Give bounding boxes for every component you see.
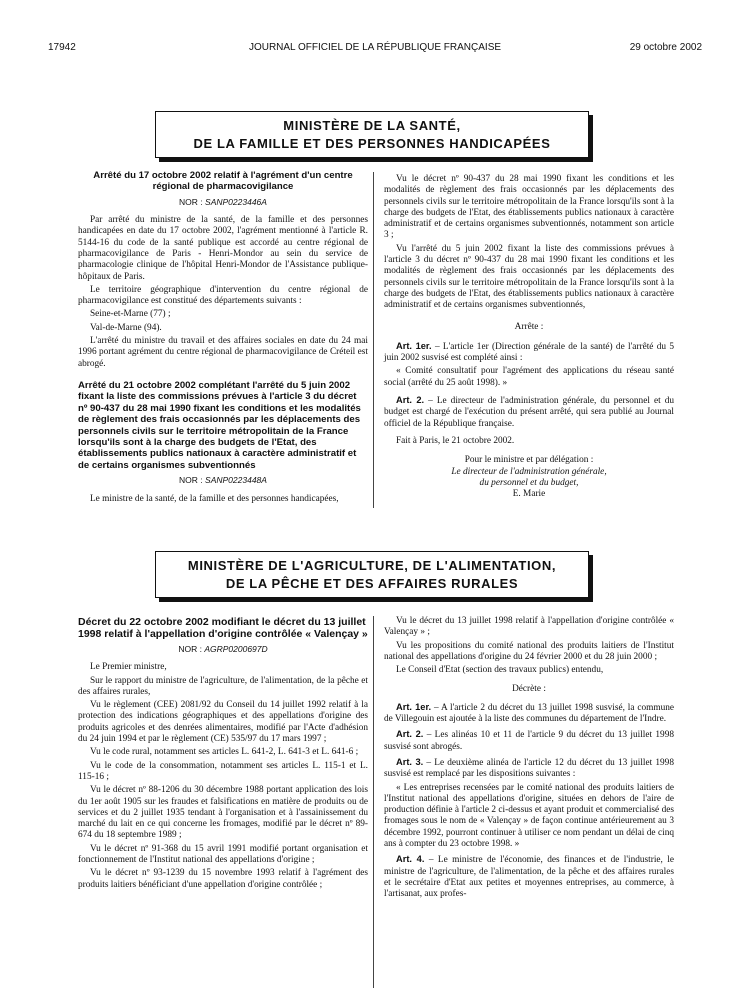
signature-line [384, 478, 674, 489]
paragraph: « Les entreprises recensées par le comité national des produits laitiers de l'Institut national des appellations d'origine, situées en dehors de l'aire de production définie à l'article 2 ci-dessus et ayant produit et commercialisé des fromages sous le nom de « Valençay » de façon continue antérieurement au 3 décembre 1992, pourront continuer à utiliser ce nom pendant un délai de cinq ans à compter du 23 octobre 1998. » [384, 782, 674, 850]
right-column-bottom [384, 616, 674, 903]
article-text: – Le directeur de l'administration générale, du personnel et du budget est chargé de l'exécution du présent arrêté, qui sera publié au Journal officiel de la République française. [384, 396, 674, 429]
article-title: Arrêté du 17 octobre 2002 relatif à l'agrément d'un centre régional de pharmacovigilance [93, 170, 353, 193]
signature-name: E. Marie [512, 489, 546, 500]
nor-reference [78, 197, 368, 208]
right-column-top [384, 174, 674, 500]
paragraph: « Comité consultatif pour l'agrément des applications du réseau santé social (arrêté du 25 août 1998). » [384, 366, 674, 388]
paragraph: L'arrêté du ministre du travail et des affaires sociales en date du 24 mai 1996 portant agrément du centre régional de pharmacovigilance de Créteil est abrogé. [78, 336, 368, 369]
nor-label: NOR : [179, 196, 203, 207]
column-divider [373, 616, 374, 988]
article-text: – A l'article 2 du décret du 13 juillet 1998 susvisé, la commune de Villegouin est ajoutée à la liste des communes du département de l'Indre. [384, 702, 674, 725]
paragraph: Vu le décret nº 90-437 du 28 mai 1990 fixant les conditions et les modalités de règlement des frais occasionnés par les déplacements des personnels civils sur le territoire métropolitain de la France lorsqu'ils sont à la charge des budgets de l'Etat, des établissements publics nationaux à caractère administratif et de certains organismes subventionnés, notamment son article 3 ; [384, 174, 674, 241]
paragraph: Le territoire géographique d'intervention du centre régional de pharmacovigilance est constitué des départements suivants : [78, 284, 368, 307]
article-label: Art. 3. [396, 756, 424, 767]
article-text: – Le deuxième alinéa de l'article 12 du décret du 13 juillet 1998 susvisé est remplacé par les dispositions suivantes : [384, 757, 674, 780]
paragraph: Vu l'arrêté du 5 juin 2002 fixant la liste des commissions prévues à l'article 3 du décret nº 90-437 du 28 mai 1990 fixant les conditions et les modalités de règlement des frais occasionnés par les déplacements des personnels civils sur le territoire métropolitain de la France lorsqu'ils sont à la charge des budgets de l'Etat, des établissements publics nationaux à caractère administratif et de certains organismes subventionnés, [384, 243, 674, 311]
paragraph: Vu le décret du 13 juillet 1998 relatif à l'appellation d'origine contrôlée « Valençay » ; [384, 616, 674, 638]
article-text: – L'article 1er (Direction générale de la santé) de l'arrêté du 5 juin 2002 susvisé est complété ainsi : [384, 341, 675, 364]
arrete-label: Arrête : [514, 321, 544, 332]
ministry-agriculture-box [155, 551, 589, 598]
nor-code: SANP0223446A [205, 196, 267, 207]
ministry-health-line1: MINISTÈRE DE LA SANTÉ, [283, 118, 461, 133]
article-3 [384, 757, 674, 781]
nor-code: AGRP0200697D [204, 644, 268, 654]
signature-line: Pour le ministre et par délégation : [464, 455, 594, 466]
paragraph: Le Conseil d'Etat (section des travaux publics) entendu, [396, 665, 604, 676]
paragraph: Vu le décret nº 93-1239 du 15 novembre 1993 relatif à l'agrément des produits laitiers bénéficiant d'une appellation d'origine contrôlée ; [78, 868, 368, 890]
paragraph: Par arrêté du ministre de la santé, de la famille et des personnes handicapées en date du 17 octobre 2002, l'agrément mentionné à l'article R. 5144-16 du code de la santé publique est accordé au centre régional de pharmacovigilance de Paris - Henri-Mondor au sein du service de pharmacologie clinique de l'hôpital Henri-Mondor de l'Assistance publique-hôpitaux de Paris. [78, 215, 368, 282]
page-number: 17942 [48, 42, 76, 53]
article-title: Arrêté du 21 octobre 2002 complétant l'arrêté du 5 juin 2002 fixant la liste des commissions prévues à l'article 3 du décret nº 90-437 du 28 mai 1990 fixant les conditions et les modalités de règlement des frais occasionnés par les déplacements des personnels civils sur le territoire métropolitain de la France lorsqu'ils sont à la charge des budgets de l'Etat, des établissements publics nationaux à caractère administratif et de certains organismes subventionnés [78, 379, 361, 471]
ministry-agriculture-line1: MINISTÈRE DE L'AGRICULTURE, DE L'ALIMENTATION, [187, 558, 557, 573]
signature-title: du personnel et du budget, [479, 477, 579, 488]
article-1 [384, 702, 674, 726]
signature-title: Le directeur de l'administration générale, [451, 466, 607, 477]
decrete-label: Décrète : [512, 684, 546, 695]
paragraph: Vu le décret nº 88-1206 du 30 décembre 1988 portant application des lois du 1er août 1905 sur les fraudes et falsifications en matière de produits ou de services et du 2 juillet 1935 tendant à l'organisation et à l'assainissement du marché du lait en ce qui concerne les fromages, modifié par le décret nº 89-674 du 18 septembre 1989 ; [78, 785, 368, 841]
signature-date: Fait à Paris, le 21 octobre 2002. [396, 435, 515, 446]
nor-label: NOR : [179, 475, 203, 486]
paragraph: Le ministre de la santé, de la famille et des personnes handicapées, [90, 493, 339, 504]
nor-reference [78, 475, 368, 486]
ministry-health-box [155, 111, 589, 158]
article-4 [384, 854, 674, 900]
paragraph: Sur le rapport du ministre de l'agriculture, de l'alimentation, de la pêche et des affaires rurales, [78, 675, 368, 697]
left-column-bottom [78, 616, 368, 893]
article-2 [384, 395, 674, 430]
article-2 [384, 729, 674, 753]
nor-code: SANP0223448A [205, 475, 267, 486]
paragraph: Vu le code de la consommation, notamment ses articles L. 115-1 et L. 115-16 ; [78, 760, 368, 782]
paragraph: Le Premier ministre, [90, 662, 167, 673]
journal-title: JOURNAL OFFICIEL DE LA RÉPUBLIQUE FRANÇAISE [248, 42, 502, 53]
nor-label: NOR : [178, 644, 202, 654]
signature-line [384, 467, 674, 478]
publication-date: 29 octobre 2002 [629, 42, 702, 53]
article-1 [384, 341, 674, 365]
paragraph: Vu le code rural, notamment ses articles L. 641-2, L. 641-3 et L. 641-6 ; [90, 747, 359, 758]
article-label: Art. 1er. [396, 340, 432, 351]
paragraph: Vu le règlement (CEE) 2081/92 du Conseil du 14 juillet 1992 relatif à la protection des indications géographiques et des appellations d'origine des produits agricoles et des denrées alimentaires, modifié par l'Acte d'adhésion du 24 juin 1994 et par le règlement (CE) 535/97 du 17 mars 1997 ; [78, 700, 368, 745]
article-text: – Le ministre de l'économie, des finances et de l'industrie, le ministre de l'agriculture, de l'alimentation, de la pêche et des affaires rurales et le secrétaire d'Etat aux petites et moyennes entreprises, au commerce, à l'artisanat, aux profes- [384, 855, 674, 900]
article-label: Art. 1er. [396, 701, 432, 712]
paragraph: Val-de-Marne (94). [90, 322, 162, 333]
decree-title: Décret du 22 octobre 2002 modifiant le décret du 13 juillet 1998 relatif à l'appellation d'origine contrôlée « Valençay » [78, 616, 368, 640]
page-header [48, 42, 702, 56]
article-label: Art. 4. [396, 854, 425, 865]
nor-reference [78, 644, 368, 655]
left-column-top [78, 170, 368, 507]
article-text: – Les alinéas 10 et 11 de l'article 9 du décret du 13 juillet 1998 susvisé sont abrogés. [384, 730, 674, 752]
article-label: Art. 2. [396, 395, 425, 406]
ministry-health-line2: DE LA FAMILLE ET DES PERSONNES HANDICAPÉES [193, 136, 551, 151]
ministry-agriculture-line2: DE LA PÊCHE ET DES AFFAIRES RURALES [225, 576, 519, 591]
paragraph: Seine-et-Marne (77) ; [90, 309, 171, 320]
paragraph: Vu le décret nº 91-368 du 15 avril 1991 modifié portant organisation et fonctionnement de l'Institut national des appellations d'origine ; [78, 843, 368, 866]
column-divider [373, 172, 374, 508]
paragraph: Vu les propositions du comité national des produits laitiers de l'Institut national des appellations d'origine du 24 février 2000 et du 28 juin 2000 ; [384, 640, 674, 662]
article-label: Art. 2. [396, 729, 424, 740]
